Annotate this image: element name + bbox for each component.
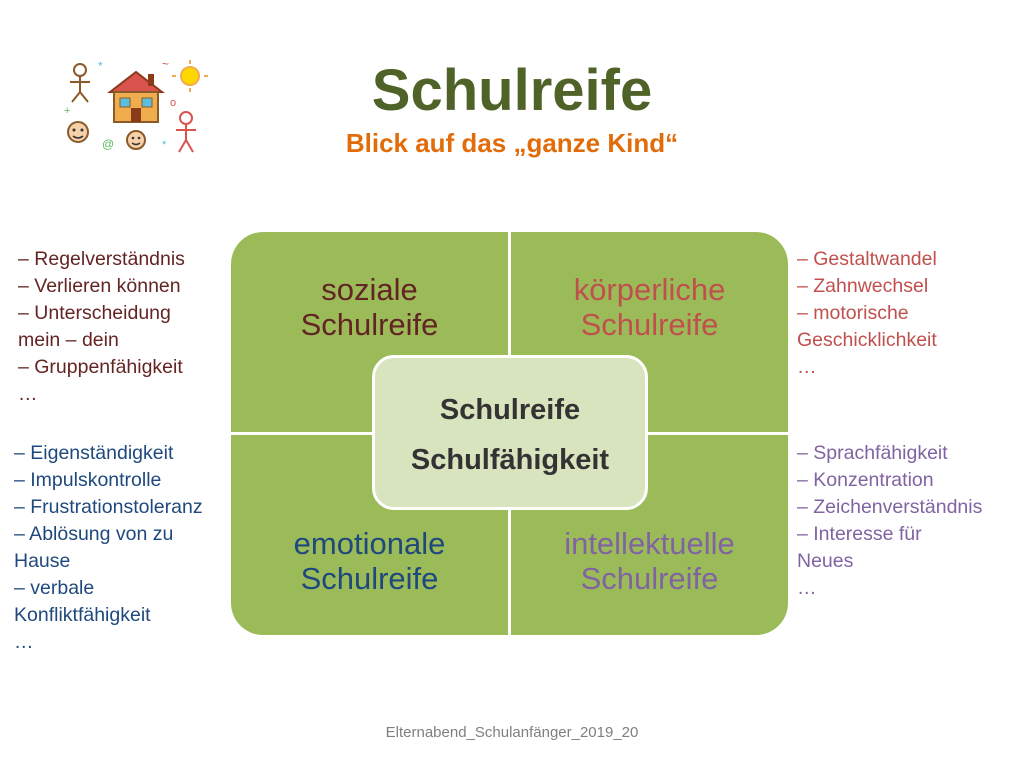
list-item: – Verlieren können [18, 275, 181, 297]
list-item: Konfliktfähigkeit [14, 604, 151, 626]
physical-skills-list [797, 246, 937, 381]
list-item: Hause [14, 550, 71, 572]
quadrant-social [231, 272, 508, 342]
center-line1: Schulreife [439, 394, 581, 426]
list-item: – Impulskontrolle [14, 469, 162, 491]
quadrant-social-line2: Schulreife [300, 307, 439, 342]
center-line2: Schulfähigkeit [410, 444, 610, 476]
quadrant-emotional-line2: Schulreife [300, 561, 439, 596]
list-item: Geschicklichkeit [797, 329, 937, 351]
quadrant-intellectual-line2: Schulreife [580, 561, 719, 596]
quadrant-intellectual [511, 526, 788, 596]
quadrant-emotional [231, 526, 508, 596]
list-item: – Gestaltwandel [797, 248, 937, 270]
list-item: – Interesse für [797, 523, 922, 545]
list-item: – Ablösung von zu [14, 523, 174, 545]
list-item: – Gruppenfähigkeit [18, 356, 183, 378]
list-item: – Eigenständigkeit [14, 442, 174, 464]
quadrant-emotional-line1: emotionale [293, 526, 446, 561]
social-skills-list [18, 246, 185, 408]
svg-text:o: o [170, 97, 177, 109]
quadrant-intellectual-line1: intellektuelle [564, 526, 735, 561]
emotional-skills-list [14, 440, 203, 656]
list-item: Neues [797, 550, 854, 572]
slide-subtitle: Blick auf das „ganze Kind“ [345, 128, 679, 158]
list-item: – Zeichenverständnis [797, 496, 983, 518]
svg-text:*: * [98, 59, 103, 73]
list-item: … [797, 356, 817, 378]
list-item: – motorische [797, 302, 909, 324]
list-item: – Konzentration [797, 469, 934, 491]
list-item: – Sprachfähigkeit [797, 442, 948, 464]
list-item: … [797, 577, 817, 599]
list-item: – Regelverständnis [18, 248, 185, 270]
list-item: – Frustrationstoleranz [14, 496, 203, 518]
quadrant-physical-line2: Schulreife [580, 307, 719, 342]
intellectual-skills-list [797, 440, 982, 602]
svg-text:+: + [64, 105, 71, 117]
center-box [372, 355, 648, 510]
list-item: … [18, 383, 38, 405]
list-item: – Unterscheidung [18, 302, 171, 324]
quadrant-social-line1: soziale [321, 272, 418, 307]
list-item: – verbale [14, 577, 95, 599]
list-item: mein – dein [18, 329, 119, 351]
svg-text:~: ~ [162, 57, 170, 71]
svg-text:*: * [162, 139, 167, 151]
slide-footer: Elternabend_Schulanfänger_2019_20 [385, 724, 639, 741]
svg-text:@: @ [102, 137, 115, 151]
quadrant-physical-line1: körperliche [573, 272, 726, 307]
slide-title: Schulreife [371, 58, 653, 123]
list-item: … [14, 631, 34, 653]
list-item: – Zahnwechsel [797, 275, 929, 297]
quadrant-physical [511, 272, 788, 342]
